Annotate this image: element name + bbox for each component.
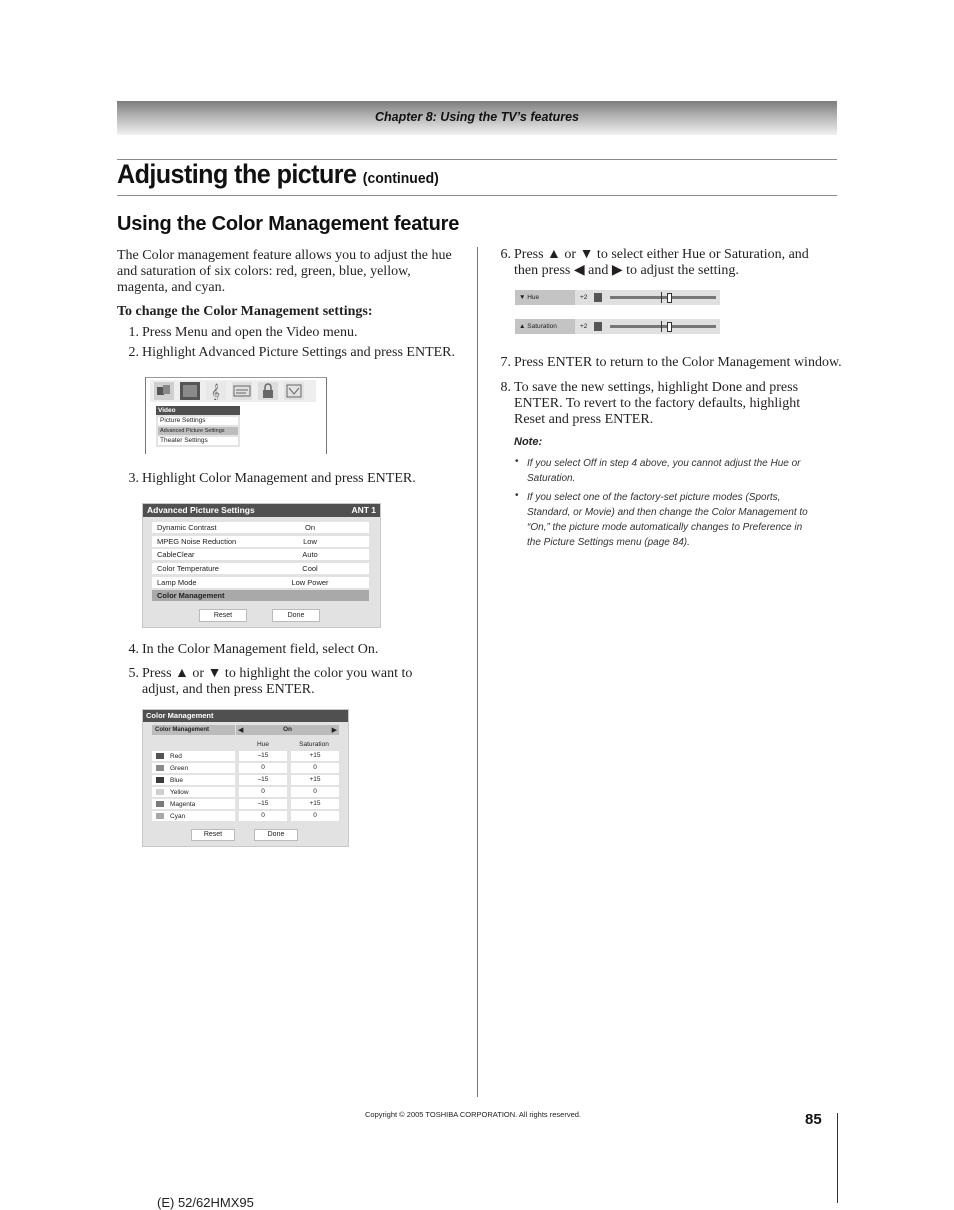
bullet: • (515, 456, 519, 467)
hue-value[interactable]: –15 (239, 775, 287, 785)
color-management-field-label: Color Management (152, 725, 235, 735)
saturation-slider-row[interactable] (515, 319, 720, 334)
row-label-dynamic-contrast[interactable]: Dynamic Contrast (152, 522, 251, 533)
color-menu-header: Color Management (143, 710, 348, 722)
row-label-lamp-mode[interactable]: Lamp Mode (152, 577, 251, 588)
advanced-picture-settings-screenshot (142, 503, 381, 628)
color-swatch (156, 813, 164, 819)
row-value-color-temperature[interactable]: Cool (251, 563, 369, 574)
step-text: Highlight Advanced Picture Settings and press ENTER. (142, 345, 456, 360)
row-label-mpeg-noise-reduction[interactable]: MPEG Noise Reduction (152, 536, 251, 547)
color-management-field[interactable] (236, 725, 339, 735)
color-row-name-cell (152, 775, 235, 785)
row-value-cableclear[interactable]: Auto (251, 549, 369, 560)
row-label-cableclear[interactable]: CableClear (152, 549, 251, 560)
color-row-name-cell (152, 763, 235, 773)
reset-button[interactable]: Reset (191, 829, 235, 841)
title-bottom-rule (117, 195, 837, 196)
advanced-menu-header (143, 504, 380, 517)
row-value-dynamic-contrast[interactable]: On (251, 522, 369, 533)
hue-value[interactable]: –15 (239, 751, 287, 761)
color-swatch (156, 765, 164, 771)
color-name: Green (170, 765, 189, 772)
done-button[interactable]: Done (272, 609, 320, 622)
step-number: 7. (500, 355, 511, 370)
menu-item-theater-settings[interactable]: Theater Settings (158, 437, 238, 445)
page-number: 85 (805, 1111, 822, 1128)
row-value-lamp-mode[interactable]: Low Power (251, 577, 369, 588)
step-text: Highlight Color Management and press ENTER. (142, 471, 416, 486)
step-number: 6. (500, 247, 511, 262)
color-swatch (156, 801, 164, 807)
color-name: Yellow (170, 789, 189, 796)
continued-label: (continued) (362, 170, 439, 187)
setup-icon (232, 382, 252, 400)
step-number: 8. (500, 380, 511, 395)
video-menu-list (156, 415, 240, 447)
slider-handle[interactable] (667, 322, 672, 332)
note-label: Note: (514, 436, 543, 448)
slider-handle[interactable] (667, 293, 672, 303)
step-number: 4. (128, 642, 139, 657)
procedure-heading: To change the Color Management settings: (117, 304, 373, 319)
color-management-screenshot (142, 709, 349, 847)
slider-track[interactable] (610, 325, 716, 328)
right-arrow-icon[interactable]: ▶ (331, 727, 337, 734)
step-text: In the Color Management field, select On. (142, 642, 379, 657)
saturation-value[interactable]: +15 (291, 775, 339, 785)
column-divider (477, 247, 478, 1097)
left-arrow-icon[interactable]: ◀ (238, 727, 244, 734)
value-block (594, 293, 602, 302)
note-2: If you select one of the factory-set picture modes (Sports, Standard, or Movie) and then change the Color Management to “On,” the picture mode automatically changes to Preference in the Picture Settings menu (page 84). (527, 492, 808, 548)
column-header-saturation: Saturation (299, 741, 329, 748)
color-name: Cyan (170, 813, 186, 820)
color-row-name-cell (152, 787, 235, 797)
svg-text:𝄞: 𝄞 (211, 383, 220, 400)
reset-button[interactable]: Reset (199, 609, 247, 622)
page-title-text: Adjusting the picture (117, 159, 357, 189)
model-number: (E) 52/62HMX95 (157, 1195, 254, 1210)
done-button[interactable]: Done (254, 829, 298, 841)
hue-value[interactable]: 0 (239, 787, 287, 797)
step-number: 1. (128, 325, 139, 340)
saturation-value[interactable]: 0 (291, 811, 339, 821)
slider-center-mark (661, 321, 662, 332)
hue-value: +2 (580, 294, 588, 301)
section-title: Using the Color Management feature (117, 213, 460, 235)
hue-slider-row[interactable] (515, 290, 720, 305)
color-row-name-cell (152, 811, 235, 821)
hue-value[interactable]: 0 (239, 763, 287, 773)
step-text: Press ▲ or ▼ to select either Hue or Saturation, and then press ◀ and ▶ to adjust the setting. (514, 247, 809, 278)
video-menu-header: Video (156, 406, 240, 415)
input-label: ANT 1 (351, 505, 376, 515)
step-number: 3. (128, 471, 139, 486)
row-value-mpeg-noise-reduction[interactable]: Low (251, 536, 369, 547)
advanced-menu-title: Advanced Picture Settings (147, 505, 255, 515)
value-block (594, 322, 602, 331)
color-name: Red (170, 753, 182, 760)
video-menu-screenshot (145, 377, 327, 454)
hue-label: ▼ Hue (519, 294, 540, 301)
row-color-management-highlighted[interactable]: Color Management (152, 590, 369, 601)
step-text: Press ENTER to return to the Color Management window. (514, 355, 842, 370)
chapter-title: Chapter 8: Using the TV’s features (375, 110, 579, 124)
hue-value[interactable]: –15 (239, 799, 287, 809)
color-row-name-cell (152, 751, 235, 761)
saturation-value[interactable]: +15 (291, 751, 339, 761)
footer-rule (837, 1113, 838, 1203)
slider-track[interactable] (610, 296, 716, 299)
saturation-value[interactable]: 0 (291, 763, 339, 773)
step-text: To save the new settings, highlight Done and press ENTER. To revert to the factory defaults, highlight Reset and press ENTER. (514, 380, 801, 427)
saturation-label: ▲ Saturation (519, 323, 557, 330)
video-icon (180, 382, 200, 400)
menu-icon-bar (150, 380, 316, 402)
applications-icon (284, 382, 304, 400)
menu-item-advanced-picture-settings[interactable]: Advanced Picture Settings (158, 427, 238, 435)
lock-icon (258, 382, 278, 400)
note-1: If you select Off in step 4 above, you cannot adjust the Hue or Saturation. (527, 458, 801, 484)
page-title (117, 159, 439, 190)
menu-item-picture-settings[interactable]: Picture Settings (158, 417, 238, 425)
copyright: Copyright © 2005 TOSHIBA CORPORATION. All rights reserved. (365, 1110, 582, 1119)
intro-paragraph: The Color management feature allows you to adjust the hue and saturation of six colors: red, green, blue, yellow, magenta, and cyan. (117, 248, 452, 295)
color-swatch (156, 753, 164, 759)
saturation-value[interactable]: +15 (291, 799, 339, 809)
color-name: Magenta (170, 801, 196, 808)
picture-icon (154, 382, 174, 400)
slider-center-mark (661, 292, 662, 303)
color-management-value: On (282, 726, 293, 733)
color-name: Blue (170, 777, 184, 784)
saturation-value: +2 (580, 323, 588, 330)
step-number: 2. (128, 345, 139, 360)
step-number: 5. (128, 666, 139, 681)
color-swatch (156, 777, 164, 783)
column-header-hue: Hue (257, 741, 269, 748)
hue-value[interactable]: 0 (239, 811, 287, 821)
audio-icon (206, 382, 226, 400)
color-swatch (156, 789, 164, 795)
row-label-color-temperature[interactable]: Color Temperature (152, 563, 251, 574)
bullet: • (515, 490, 519, 501)
saturation-value[interactable]: 0 (291, 787, 339, 797)
step-text: Press Menu and open the Video menu. (142, 325, 358, 340)
step-text: Press ▲ or ▼ to highlight the color you want to adjust, and then press ENTER. (142, 666, 413, 697)
